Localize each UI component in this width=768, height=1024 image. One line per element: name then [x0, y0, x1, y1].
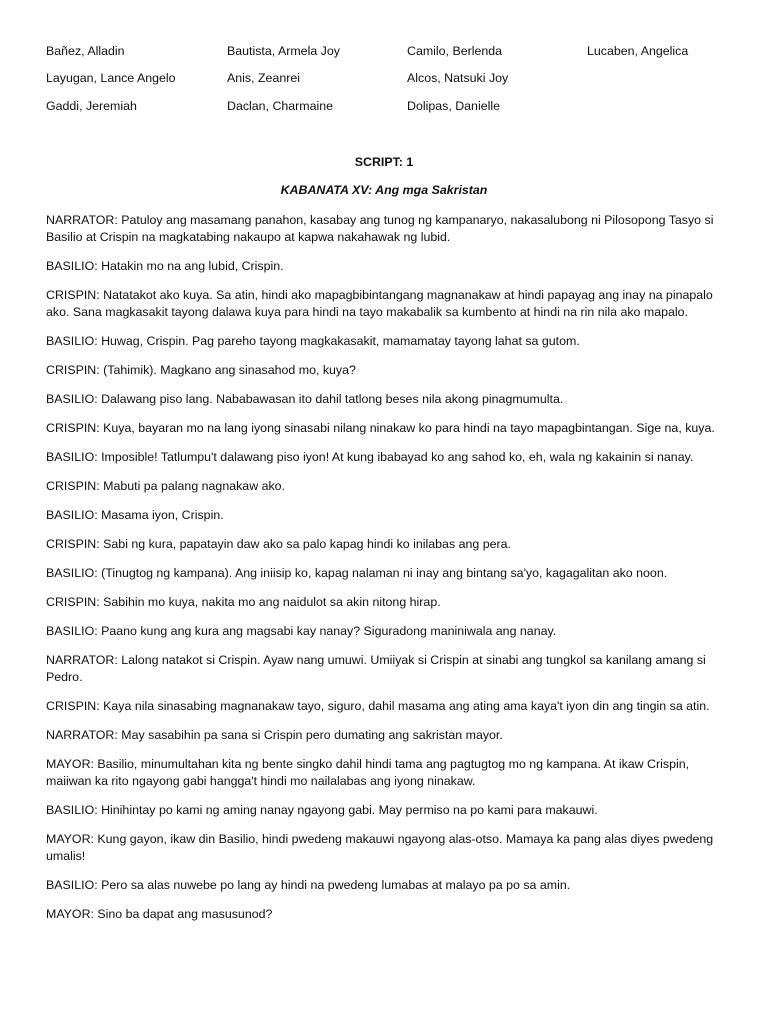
dialogue-line: CRISPIN: Sabihin mo kuya, nakita mo ang naidulot sa akin nitong hirap.: [46, 595, 441, 609]
script-title: SCRIPT: 1: [354, 155, 414, 169]
dialogue-line: BASILIO: Dalawang piso lang. Nababawasan ito dahil tatlong beses nila akong pinagmumulta.: [46, 392, 564, 406]
dialogue-line: CRISPIN: (Tahimik). Magkano ang sinasahod mo, kuya?: [46, 363, 356, 377]
dialogue-line: NARRATOR: Lalong natakot si Crispin. Ayaw nang umuwi. Umiiyak si Crispin at sinabi ang tungkol sa kanilang amang si Pedro.: [46, 653, 706, 684]
member-name: Gaddi, Jeremiah: [46, 98, 137, 113]
dialogue-line: BASILIO: Pero sa alas nuwebe po lang ay hindi na pwedeng lumabas at malayo pa po sa amin.: [46, 878, 571, 892]
member-name: Anis, Zeanrei: [227, 71, 301, 86]
member-name: Bañez, Alladin: [46, 44, 125, 58]
dialogue-line: BASILIO: Huwag, Crispin. Pag pareho tayong magkakasakit, mamamatay tayong lahat sa gutom.: [46, 334, 580, 348]
dialogue-body: [46, 212, 736, 935]
member-name: Camilo, Berlenda: [407, 44, 503, 58]
member-row: [46, 98, 746, 125]
dialogue-line: MAYOR: Basilio, minumultahan kita ng bente singko dahil hindi tama ang pagtugtog mo ng kampana. At ikaw Crispin, maiiwan ka rito ngayong gabi hangga't hindi mo nailalabas ang iyong ninakaw.: [46, 757, 690, 788]
member-name: Bautista, Armela Joy: [227, 44, 340, 58]
dialogue-line: NARRATOR: Patuloy ang masamang panahon, kasabay ang tunog ng kampanaryo, nakasalubong ni Pilosopong Tasyo si Basilio at Crispin na magkatabing nakaupo at kapwa nakahawak ng lubid.: [46, 213, 714, 244]
member-name: Dolipas, Danielle: [407, 98, 500, 113]
member-row: [46, 43, 746, 70]
group-members: [46, 43, 746, 125]
dialogue-line: MAYOR: Sino ba dapat ang masusunod?: [46, 907, 273, 921]
dialogue-line: BASILIO: (Tinugtog ng kampana). Ang iniisip ko, kapag nalaman ni inay ang bintang sa'yo, kagagalitan ako noon.: [46, 566, 668, 580]
dialogue-line: BASILIO: Hatakin mo na ang lubid, Crispin.: [46, 259, 284, 273]
dialogue-line: CRISPIN: Kaya nila sinasabing magnanakaw tayo, siguro, dahil masama ang ating ama kaya't iyon din ang tingin sa atin.: [46, 699, 710, 713]
dialogue-line: BASILIO: Masama iyon, Crispin.: [46, 508, 224, 522]
member-name: Layugan, Lance Angelo: [46, 71, 176, 86]
dialogue-line: BASILIO: Paano kung ang kura ang magsabi kay nanay? Siguradong maniniwala ang nanay.: [46, 624, 557, 638]
chapter-title: KABANATA XV: Ang mga Sakristan: [280, 183, 488, 197]
member-name: Alcos, Natsuki Joy: [407, 71, 509, 86]
dialogue-line: NARRATOR: May sasabihin pa sana si Crispin pero dumating ang sakristan mayor.: [46, 728, 503, 742]
dialogue-line: CRISPIN: Kuya, bayaran mo na lang iyong sinasabi nilang ninakaw ko para hindi na tayo mapagbintangan. Sige na, kuya.: [46, 421, 715, 435]
dialogue-line: BASILIO: Imposible! Tatlumpu't dalawang piso iyon! At kung ibabayad ko ang sahod ko, eh, wala ng kakainin si nanay.: [46, 450, 694, 464]
dialogue-line: CRISPIN: Mabuti pa palang nagnakaw ako.: [46, 479, 286, 493]
dialogue-line: CRISPIN: Natatakot ako kuya. Sa atin, hindi ako mapagbibintangang magnanakaw at hindi papayag ang inay na pinapalo ako. Sana magkasakit tayong dalawa kuya para hindi na tayo makabalik sa kumbento at hindi na rin nila ako mapalo.: [46, 288, 713, 319]
dialogue-line: CRISPIN: Sabi ng kura, papatayin daw ako sa palo kapag hindi ko inilabas ang pera.: [46, 537, 511, 551]
member-name: Lucaben, Angelica: [587, 44, 689, 58]
dialogue-line: MAYOR: Kung gayon, ikaw din Basilio, hindi pwedeng makauwi ngayong alas-otso. Mamaya ka pang alas diyes pwedeng umalis!: [46, 832, 714, 863]
dialogue-line: BASILIO: Hinihintay po kami ng aming nanay ngayong gabi. May permiso na po kami para makauwi.: [46, 803, 598, 817]
member-row: [46, 70, 746, 97]
member-name: Daclan, Charmaine: [227, 98, 334, 113]
